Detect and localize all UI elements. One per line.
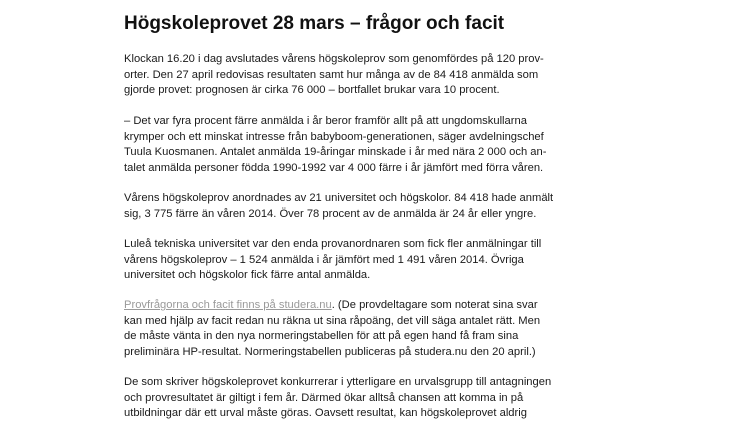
- paragraph-line: utbildningar där ett urval måste göras. Oavsett resultat, kan högskoleprovet aldrig: [124, 407, 527, 420]
- paragraph-line: Tuula Kuosmanen. Antalet anmälda 19-åringar minskade i år med nära 2 000 och an-: [124, 146, 547, 159]
- paragraph-line: Vårens högskoleprov anordnades av 21 universitet och högskolor. 84 418 hade anmält: [124, 192, 554, 204]
- paragraph-line: talet anmälda personer födda 1990-1992 var 4 000 färre i år jämfört med förra våren.: [124, 161, 544, 174]
- paragraph-intro: [124, 52, 544, 99]
- paragraph-line: och provresultatet är giltigt i fem år. Därmed ökar alltså chansen att komma in på: [124, 391, 524, 404]
- link-line-rest: . (De provdeltagare som noterat sina svar: [331, 299, 538, 311]
- paragraph-line: krymper och ett minskat intresse från babyboom-generationen, säger avdelningschef: [124, 130, 544, 143]
- paragraph-line: kan med hjälp av facit redan nu räkna ut sina råpoäng, det vill säga antalet rätt. Men: [124, 314, 541, 327]
- paragraph-line: Klockan 16.20 i dag avslutades vårens högskoleprov som genomfördes på 120 prov-: [124, 53, 544, 65]
- paragraph-quote: [124, 114, 546, 176]
- paragraph-line: – Det var fyra procent färre anmälda i år beror framför allt på att ungdomskullarna: [124, 115, 527, 127]
- paragraph-line: [124, 298, 540, 314]
- paragraph-line: de måste vänta in den nya normeringstabellen för att på egen hand få fram sina: [124, 330, 519, 343]
- paragraph-facit: [124, 298, 540, 360]
- paragraph-line: sig, 3 775 färre än våren 2014. Över 78 procent av de anmälda är 24 år eller yngre.: [124, 207, 537, 220]
- paragraph-line: orter. Den 27 april redovisas resultaten samt hur många av de 84 418 anmälda som: [124, 68, 539, 81]
- article-title: Högskoleprovet 28 mars – frågor och facit: [124, 13, 505, 34]
- paragraph-line: preliminära HP-resultat. Normeringstabellen publiceras på studera.nu den 20 april.): [124, 345, 536, 358]
- paragraph-line: De som skriver högskoleprovet konkurrerar i ytterligare en urvalsgrupp till antagningen: [124, 376, 552, 388]
- paragraph-lulea: [124, 237, 541, 284]
- paragraph-organizers: [124, 191, 553, 222]
- paragraph-line: vårens högskoleprov – 1 524 anmälda i år jämfört med 1 491 våren 2014. Övriga: [124, 253, 524, 266]
- paragraph-line: gjorde provet: prognosen är cirka 76 000 – bortfallet brukar vara 10 procent.: [124, 84, 500, 97]
- studera-link[interactable]: Provfrågorna och facit finns på studera.nu: [124, 299, 332, 311]
- paragraph-urvalsgrupp: [124, 375, 551, 422]
- paragraph-line: universitet och högskolor fick färre antal anmälda.: [124, 269, 371, 282]
- paragraph-line: Luleå tekniska universitet var den enda provanordnaren som fick fler anmälningar till: [124, 238, 542, 250]
